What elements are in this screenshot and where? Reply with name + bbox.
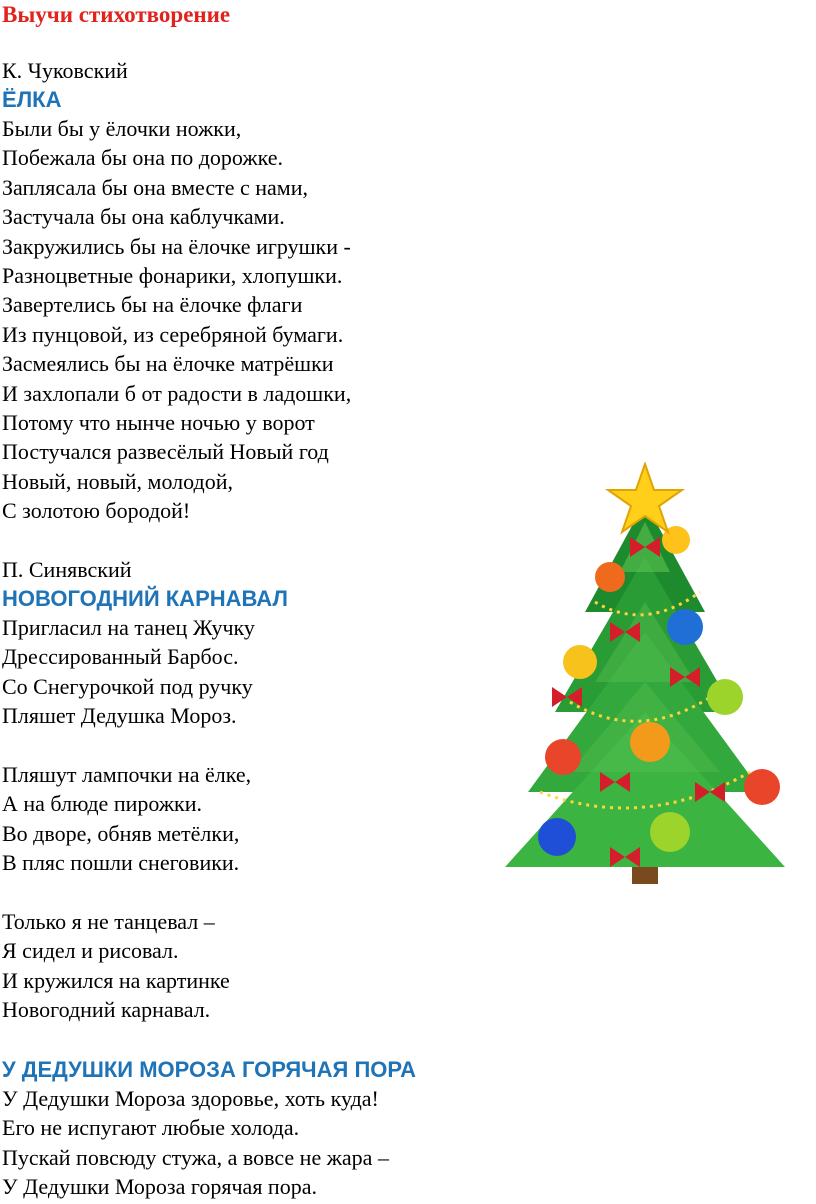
- poem-line: Из пунцовой, из серебряной бумаги.: [2, 321, 344, 347]
- poem-line: Пляшут лампочки на ёлке,: [2, 762, 252, 787]
- poem-line: Постучался развесёлый Новый год: [2, 439, 329, 465]
- poem-stanza: [2, 114, 351, 526]
- poem-stanza: [2, 907, 230, 1025]
- poem-line: Со Снегурочкой под ручку: [2, 673, 253, 699]
- poem-line: Пригласил на танец Жучку: [2, 615, 255, 640]
- poem-title: НОВОГОДНИЙ КАРНАВАЛ: [2, 586, 288, 611]
- poem-line: Его не испугают любые холода.: [2, 1115, 300, 1141]
- poem-line: Разноцветные фонарики, хлопушки.: [2, 263, 343, 289]
- poem-line: В пляс пошли снеговики.: [2, 850, 240, 876]
- poem-line: Во дворе, обняв метёлки,: [2, 820, 240, 846]
- poem-line: Только я не танцевал –: [2, 909, 215, 934]
- poem-line: Были бы у ёлочки ножки,: [2, 116, 242, 141]
- poem-author: К. Чуковский: [2, 58, 128, 83]
- poem-title: У ДЕДУШКИ МОРОЗА ГОРЯЧАЯ ПОРА: [2, 1057, 417, 1082]
- christmas-tree-illustration: [500, 462, 790, 892]
- poem-line: Заплясала бы она вместе с нами,: [2, 174, 309, 200]
- christmas-tree-icon: [500, 462, 790, 892]
- poem-line: Потому что нынче ночью у ворот: [2, 410, 315, 436]
- poem-line: Засмеялись бы на ёлочке матрёшки: [2, 351, 334, 377]
- poem-line: Новый, новый, молодой,: [2, 468, 233, 494]
- poem-line: Пляшет Дедушка Мороз.: [2, 703, 237, 729]
- poem-line: Новогодний карнавал.: [2, 997, 211, 1023]
- poem-line: И кружился на картинке: [2, 967, 230, 993]
- poem-stanza: [2, 613, 255, 731]
- poem-line: У Дедушки Мороза здоровье, хоть куда!: [2, 1086, 379, 1111]
- poem-author: П. Синявский: [2, 557, 132, 582]
- poem-title: ЁЛКА: [2, 87, 62, 112]
- poem-line: У Дедушки Мороза горячая пора.: [2, 1174, 317, 1200]
- poem-line: Дрессированный Барбос.: [2, 644, 239, 670]
- poem-stanza: [2, 1084, 389, 1202]
- poem-line: Завертелись бы на ёлочке флаги: [2, 292, 303, 318]
- poem-stanza: [2, 760, 251, 878]
- poem-line: Побежала бы она по дорожке.: [2, 145, 283, 171]
- poem-line: Застучала бы она каблучками.: [2, 204, 285, 230]
- poem-line: Закружились бы на ёлочке игрушки -: [2, 233, 351, 259]
- poem-line: И захлопали б от радости в ладошки,: [2, 380, 352, 406]
- poem-line: Пускай повсюду стужа, а вовсе не жара –: [2, 1144, 389, 1170]
- page-title: Выучи стихотворение: [2, 2, 231, 27]
- poem-line: А на блюде пирожки.: [2, 791, 202, 817]
- poem-line: Я сидел и рисовал.: [2, 938, 179, 964]
- poem-line: С золотою бородой!: [2, 498, 191, 524]
